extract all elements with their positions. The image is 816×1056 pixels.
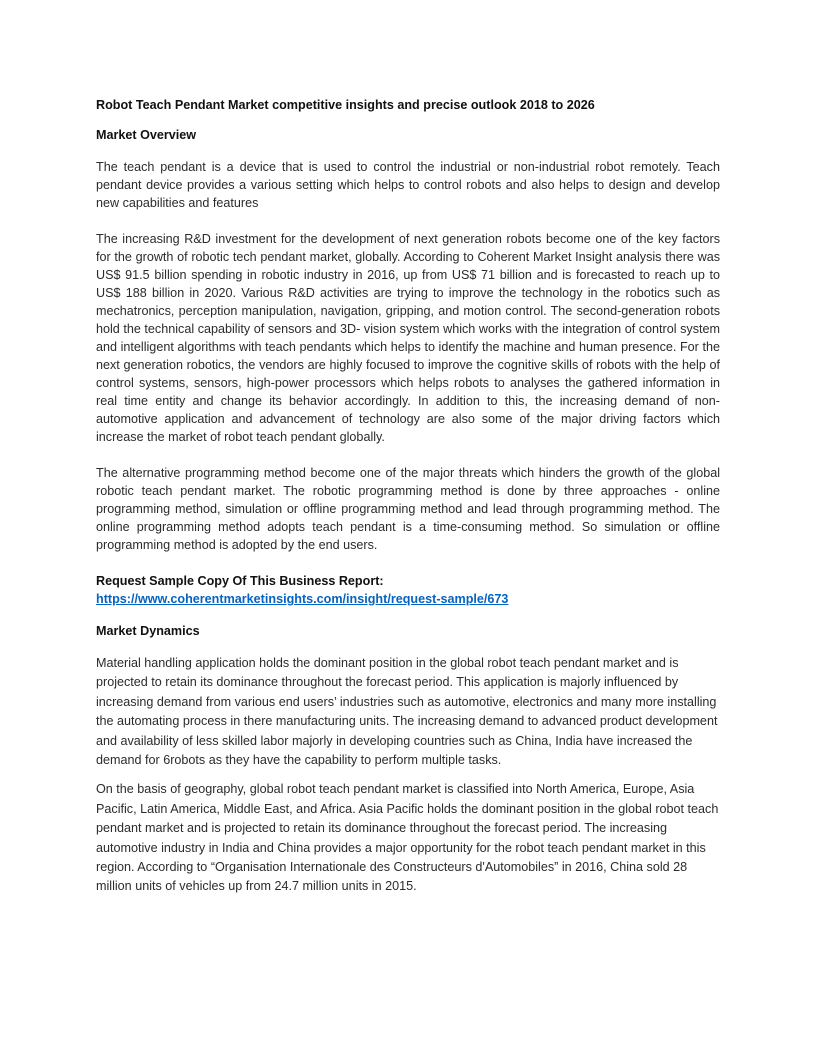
market-dynamics-heading: Market Dynamics bbox=[96, 624, 200, 638]
request-sample-link[interactable]: https://www.coherentmarketinsights.com/insight/request-sample/673 bbox=[96, 592, 509, 606]
document-title: Robot Teach Pendant Market competitive insights and precise outlook 2018 to 2026 bbox=[96, 98, 595, 112]
overview-paragraph-2: The increasing R&D investment for the development of next generation robots become one of the key factors for the growth of robotic tech pendant market, globally. According to Coherent Market Insight analysis there was US$ 91.5 billion spending in robotic industry in 2016, up from US$ 71 billion and is forecasted to reach up to US$ 188 billion in 2020. Various R&D activities are trying to improve the technology in the robotics such as mechatronics, perception manipulation, navigation, gripping, and motion control. The second-generation robots hold the technical capability of sensors and 3D- vision system which works with the integration of control system and intelligent algorithms with teach pendants which helps to identify the machine and human presence. For the next generation robotics, the vendors are highly focused to improve the cognitive skills of robots with the help of control systems, sensors, high-power processors which helps robots to analyses the gathered information in real time entity and change its behavior accordingly. In addition to this, the increasing demand of non-automotive application and advancement of technology are also some of the major driving factors which increase the market of robot teach pendant globally. bbox=[96, 232, 720, 444]
document-page bbox=[96, 96, 720, 907]
request-sample-label: Request Sample Copy Of This Business Report: bbox=[96, 574, 384, 588]
overview-paragraph-3: The alternative programming method become one of the major threats which hinders the growth of the global robotic teach pendant market. The robotic programming method is done by three approaches - online programming method, simulation or offline programming method and lead through programming method. The online programming method adopts teach pendant is a time-consuming method. So simulation or offline programming method is adopted by the end users. bbox=[96, 466, 720, 552]
overview-paragraph-1: The teach pendant is a device that is used to control the industrial or non-industrial robot remotely. Teach pendant device provides a various setting which helps to control robots and also helps to design and develop new capabilities and features bbox=[96, 160, 720, 210]
dynamics-paragraph-2: On the basis of geography, global robot teach pendant market is classified into North America, Europe, Asia Pacific, Latin America, Middle East, and Africa. Asia Pacific holds the dominant position in the global robot teach pendant market and is projected to retain its dominance throughout the forecast period. The increasing automotive industry in India and China provides a major opportunity for the robot teach pendant market in this region. According to “Organisation Internationale des Constructeurs d'Automobiles” in 2016, China sold 28 million units of vehicles up from 24.7 million units in 2015. bbox=[96, 782, 719, 894]
market-overview-heading: Market Overview bbox=[96, 128, 197, 142]
dynamics-paragraph-1: Material handling application holds the dominant position in the global robot teach pendant market and is projected to retain its dominance throughout the forecast period. This application is majorly influenced by increasing demand from various end users’ industries such as automotive, electronics and many more installing the automating process in there manufacturing units. The increasing demand to advanced product development and availability of less skilled labor majorly in developing countries such as China, India have increased the demand for 6robots as they have the capability to perform multiple tasks. bbox=[96, 656, 718, 768]
